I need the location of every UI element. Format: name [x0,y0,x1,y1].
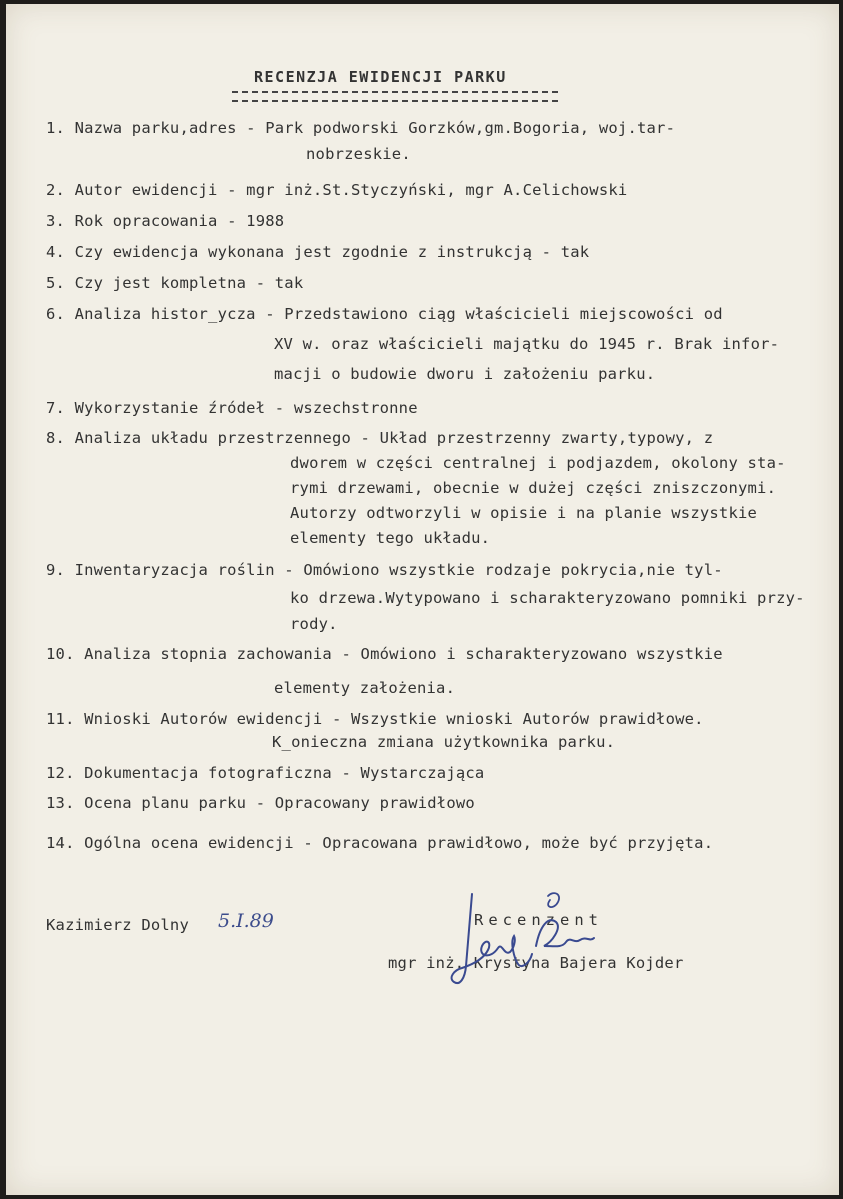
item-9-line-1: 9. Inwentaryzacja roślin - Omówiono wszystkie rodzaje pokrycia,nie tyl- [46,561,723,579]
item-7: 7. Wykorzystanie źródeł - wszechstronne [46,399,418,417]
reviewer-name: mgr inż. Krystyna Bajera Kojder [388,954,684,972]
item-2: 2. Autor ewidencji - mgr inż.St.Styczyński, mgr A.Celichowski [46,181,628,199]
item-9-line-2: ko drzewa.Wytypowano i scharakteryzowano pomniki przy- [290,589,805,607]
item-10-line-2: elementy założenia. [274,679,456,697]
item-8-line-2: dworem w części centralnej i podjazdem, okolony sta- [290,454,786,472]
item-6-line-3: macji o budowie dworu i założeniu parku. [274,365,656,383]
item-3: 3. Rok opracowania - 1988 [46,212,285,230]
item-11-line-2: K_onieczna zmiana użytkownika parku. [272,733,616,751]
item-1-line-1: 1. Nazwa parku,adres - Park podworski Gorzków,gm.Bogoria, woj.tar- [46,119,676,137]
item-8-line-1: 8. Analiza układu przestrzennego - Układ przestrzenny zwarty,typowy, z [46,429,714,447]
item-12: 12. Dokumentacja fotograficzna - Wystarczająca [46,764,485,782]
item-1-line-2: nobrzeskie. [306,145,411,163]
document-page [6,4,839,1195]
handwritten-date: 5.I.89 [218,910,274,932]
item-6-line-1: 6. Analiza histor_ycza - Przedstawiono ciąg właścicieli miejscowości od [46,305,723,323]
item-6-line-2: XV w. oraz właścicieli majątku do 1945 r. Brak infor- [274,335,780,353]
reviewer-label: Recenzent [474,911,603,929]
item-14: 14. Ogólna ocena ewidencji - Opracowana prawidłowo, może być przyjęta. [46,834,714,852]
item-8-line-4: Autorzy odtworzyli w opisie i na planie wszystkie [290,504,758,522]
item-13: 13. Ocena planu parku - Opracowany prawidłowo [46,794,475,812]
handwritten-signature [444,886,624,996]
item-9-line-3: rody. [290,615,338,633]
item-8-line-3: rymi drzewami, obecnie w dużej części zniszczonymi. [290,479,777,497]
item-11-line-1: 11. Wnioski Autorów ewidencji - Wszystkie wnioski Autorów prawidłowe. [46,710,704,728]
item-5: 5. Czy jest kompletna - tak [46,274,304,292]
document-title: RECENZJA EWIDENCJI PARKU [254,68,507,86]
item-8-line-5: elementy tego układu. [290,529,491,547]
title-underline [232,91,558,102]
place: Kazimierz Dolny [46,916,189,934]
item-4: 4. Czy ewidencja wykonana jest zgodnie z instrukcją - tak [46,243,590,261]
item-10-line-1: 10. Analiza stopnia zachowania - Omówiono i scharakteryzowano wszystkie [46,645,723,663]
